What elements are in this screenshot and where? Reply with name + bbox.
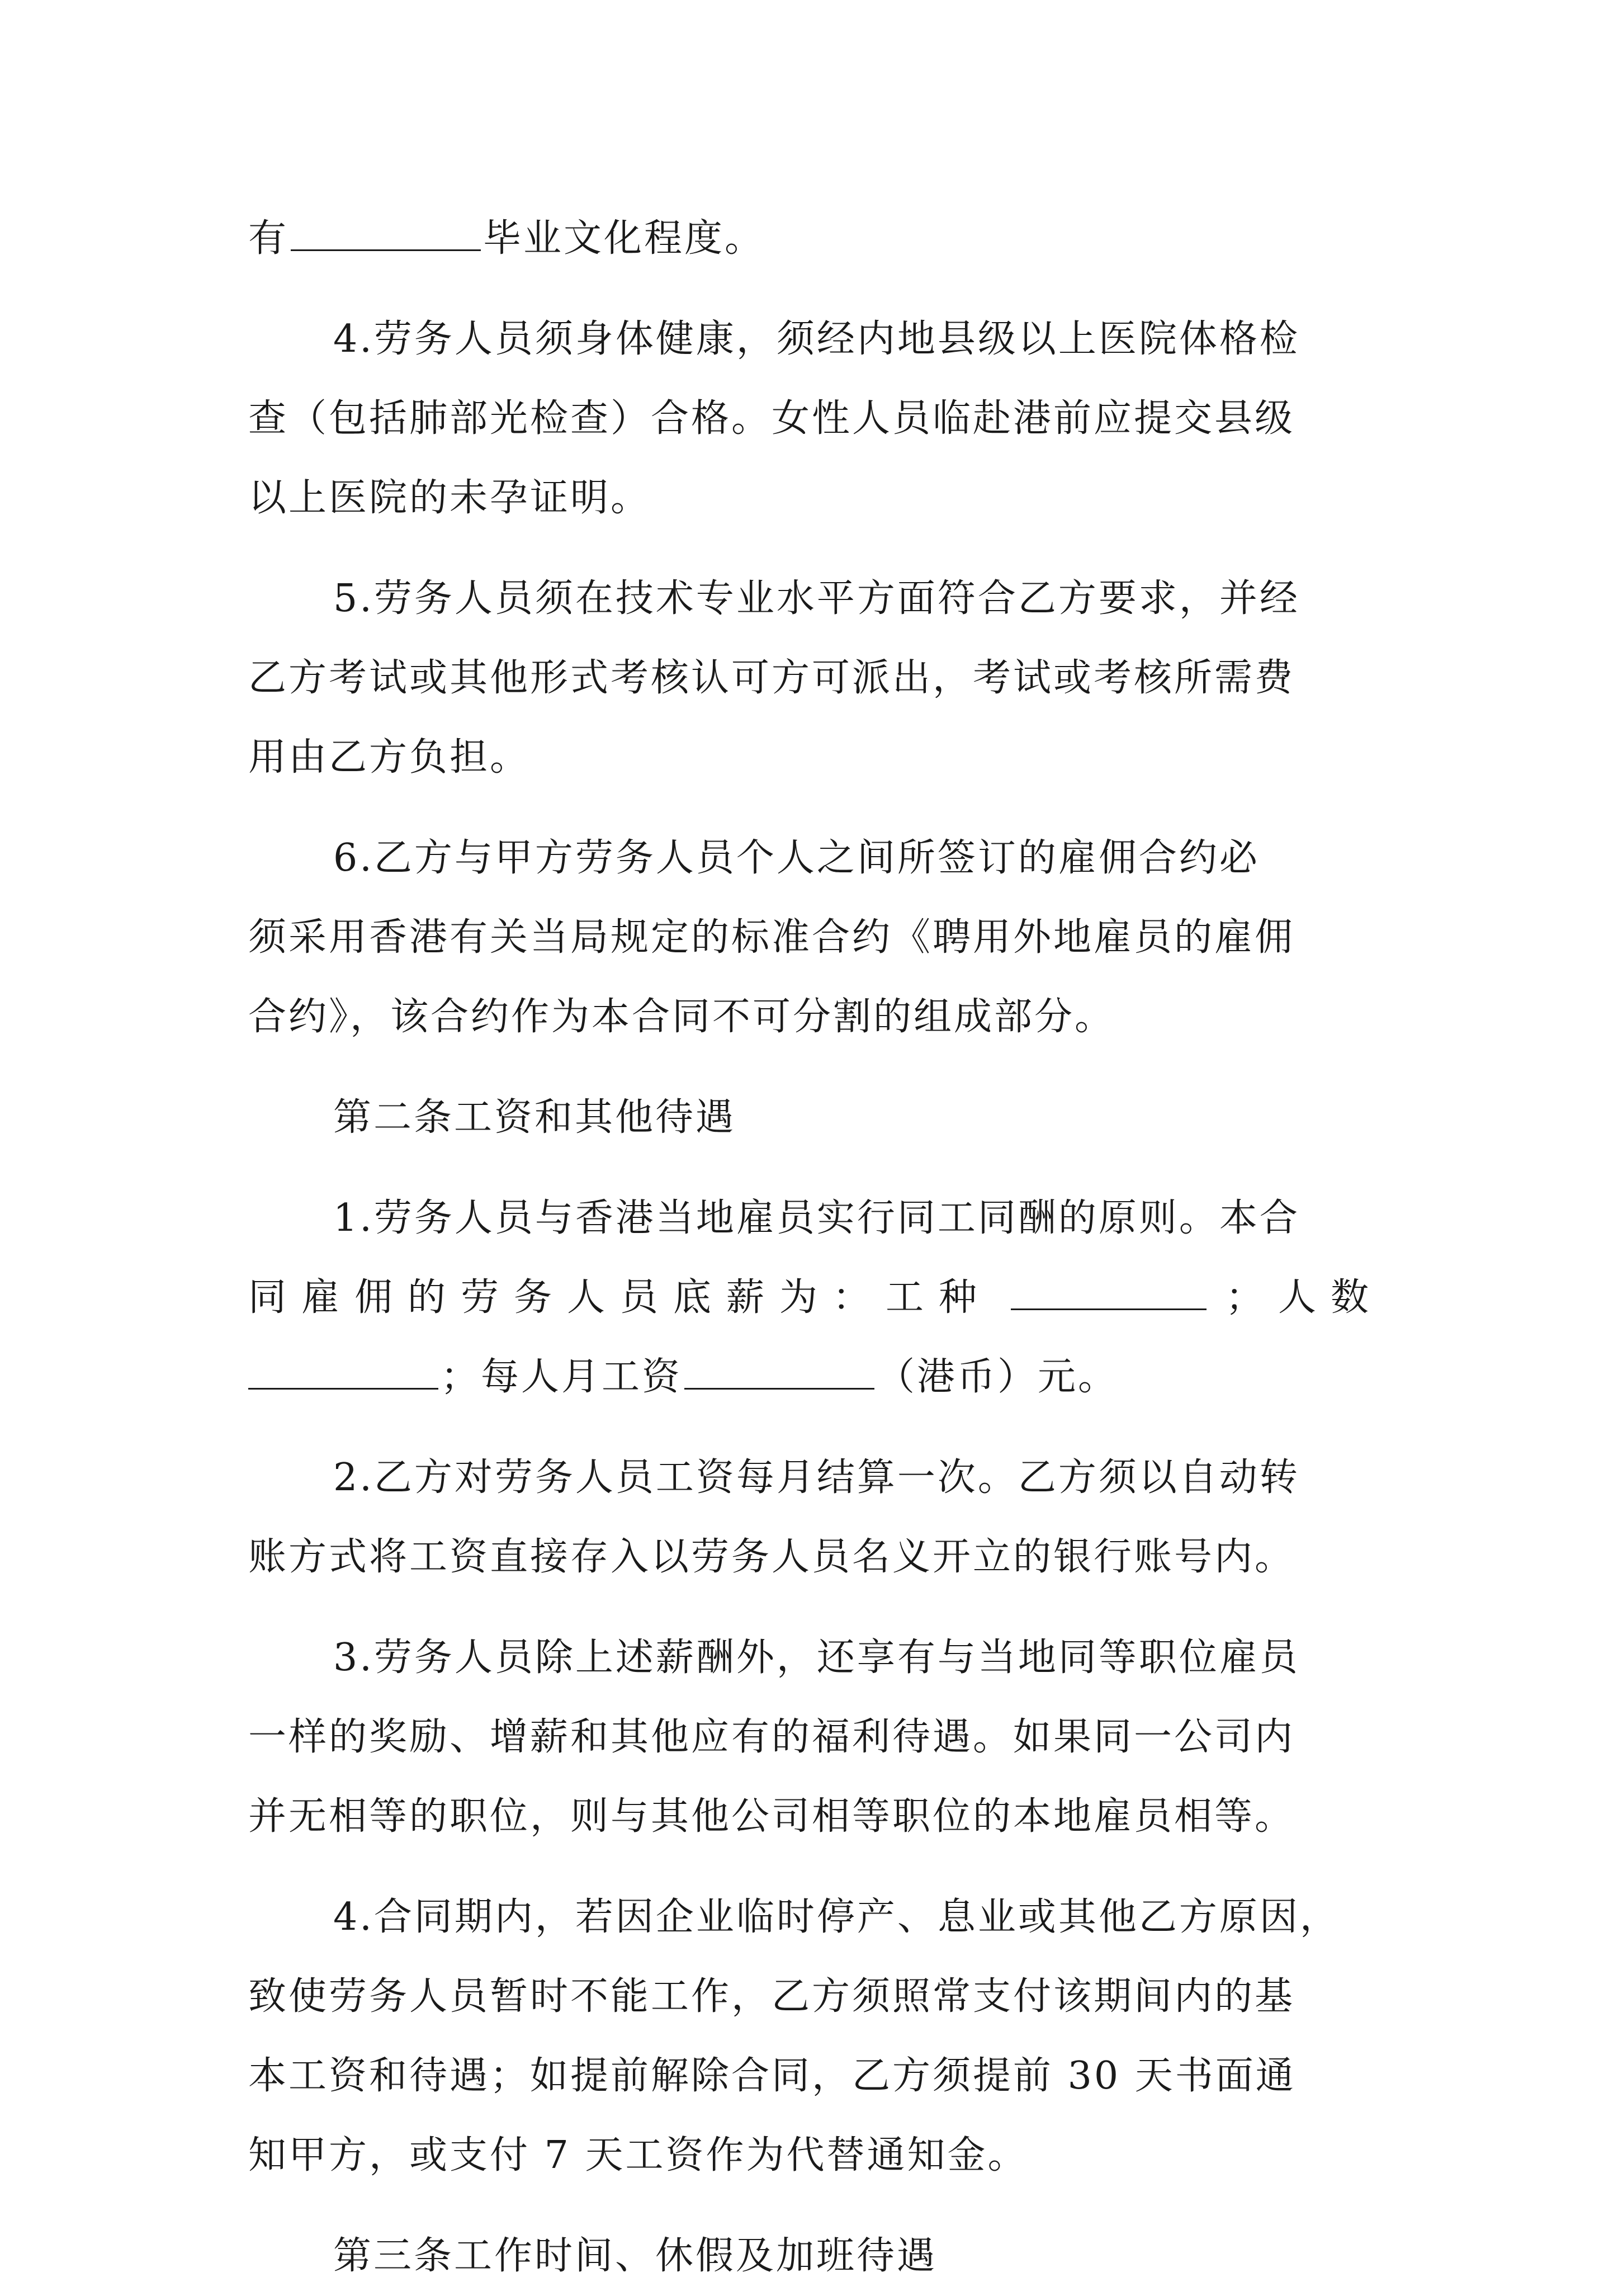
text-line: 查（包括肺部光检查）合格。女性人员临赴港前应提交县级 [248,396,1295,441]
paragraph-benefits [248,1618,1383,1856]
text-line: 6.乙方与甲方劳务人员个人之间所签订的雇佣合约必 [333,836,1260,880]
paragraph-equal-pay [248,1179,1383,1417]
text-line: 5.劳务人员须在技术专业水平方面符合乙方要求，并经 [333,577,1300,621]
text-line: 账方式将工资直接存入以劳务人员名义开立的银行账号内。 [248,1535,1295,1579]
text-line: 以上医院的未孕证明。 [248,476,651,520]
paragraph-education-tail [248,199,1383,278]
text-line: 1.劳务人员与香港当地雇员实行同工同酬的原则。本合 [333,1196,1300,1240]
text-line [248,1338,1383,1417]
text-line: 须采用香港有关当局规定的标准合约《聘用外地雇员的雇佣 [248,915,1295,960]
document-page [248,199,1383,2296]
text-line: 2.乙方对劳务人员工资每月结算一次。乙方须以自动转 [333,1456,1300,1500]
section-heading-wages: 第二条工资和其他待遇 [333,1095,736,1140]
text-fragment: 同雇佣的劳务人员底薪为：工种 [248,1275,992,1320]
text-line: 本工资和待遇；如提前解除合同，乙方须提前 30 天书面通 [248,2054,1296,2098]
headcount-blank-field [248,1353,438,1390]
text-fragment: 有 [248,216,289,261]
paragraph-contract [248,819,1383,1057]
text-line: 4.合同期内，若因企业临时停产、息业或其他乙方原因， [333,1895,1340,1939]
text-line-spread [248,1258,1383,1338]
section-heading-working-hours: 第三条工作时间、休假及加班待遇 [333,2234,938,2278]
paragraph-health [248,300,1383,538]
text-line: 乙方考试或其他形式考核认可方可派出，考试或考核所需费 [248,656,1295,700]
text-line: 4.劳务人员须身体健康，须经内地县级以上医院体格检 [333,317,1300,361]
text-line: 一样的奖励、增薪和其他应有的福利待遇。如果同一公司内 [248,1715,1295,1759]
monthly-wage-blank-field [684,1353,874,1390]
text-line: 知甲方，或支付 7 天工资作为代替通知金。 [248,2133,1028,2177]
job-type-blank-field [1011,1274,1207,1310]
text-fragment: （港币）元。 [877,1355,1119,1399]
text-line: 致使劳务人员暂时不能工作，乙方须照常支付该期间内的基 [248,1974,1295,2019]
text-fragment: ；每人月工资 [441,1355,683,1399]
text-fragment: ；人数 [1225,1275,1383,1320]
text-fragment: 毕业文化程度。 [483,216,765,261]
text-line: 并无相等的职位，则与其他公司相等职位的本地雇员相等。 [248,1794,1295,1839]
text-line: 用由乙方负担。 [248,735,531,779]
paragraph-settlement [248,1438,1383,1597]
text-line: 合约》，该合约作为本合同不可分割的组成部分。 [248,995,1115,1039]
paragraph-skill [248,559,1383,797]
paragraph-suspension [248,1878,1383,2195]
education-blank-field [291,215,481,251]
text-line: 3.劳务人员除上述薪酬外，还享有与当地同等职位雇员 [333,1636,1300,1680]
